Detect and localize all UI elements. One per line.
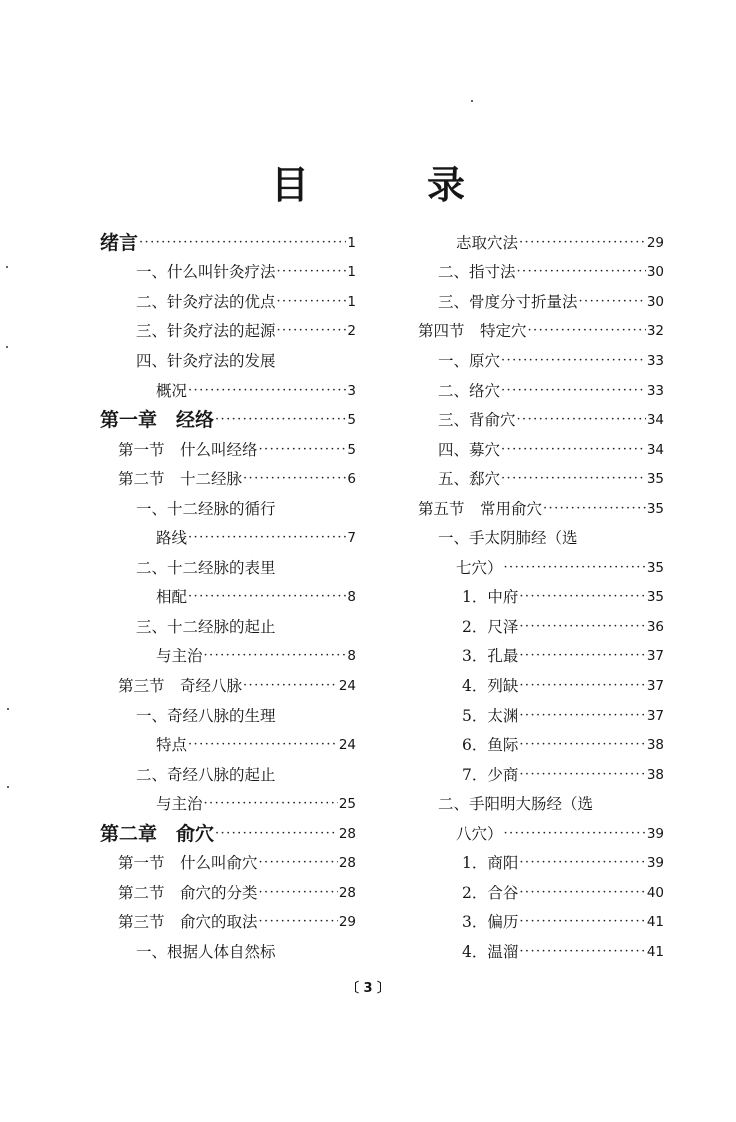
toc-entry[interactable] — [100, 937, 356, 967]
toc-entry-page: 32 — [646, 323, 664, 340]
toc-entry-title: 路线 — [156, 529, 188, 548]
toc-entry-page: 25 — [338, 796, 356, 813]
toc-entry-title: 4．列缺 — [462, 676, 519, 695]
scan-speck — [471, 100, 473, 102]
toc-entry[interactable] — [100, 494, 356, 524]
dot-leader — [519, 646, 645, 666]
toc-entry[interactable] — [418, 908, 664, 938]
toc-entry-page: 36 — [646, 618, 664, 635]
toc-entry[interactable] — [100, 612, 356, 642]
dot-leader — [215, 824, 338, 844]
toc-entry-page: 37 — [646, 648, 664, 665]
toc-entry-title: 四、针灸疗法的发展 — [136, 351, 276, 370]
toc-entry[interactable] — [100, 376, 356, 406]
toc-entry-page: 41 — [646, 943, 664, 960]
toc-entry[interactable] — [418, 258, 664, 288]
toc-entry[interactable] — [418, 583, 664, 613]
toc-entry-title: 相配 — [156, 588, 188, 607]
toc-entry-title: 1．商阳 — [462, 854, 519, 873]
dot-leader — [188, 528, 346, 548]
toc-entry-page: 30 — [646, 264, 664, 281]
dot-leader — [139, 233, 346, 253]
toc-entry-title: 四、募穴 — [438, 440, 501, 459]
toc-entry-page: 24 — [338, 677, 356, 694]
dot-leader — [204, 794, 338, 814]
toc-entry-title: 二、手阳明大肠经（选 — [438, 795, 594, 814]
dot-leader — [501, 351, 646, 371]
toc-entry-page: 8 — [347, 589, 356, 606]
toc-entry-page: 35 — [646, 589, 664, 606]
toc-entry-title: 五、郄穴 — [438, 470, 501, 489]
toc-entry-page: 33 — [646, 382, 664, 399]
dot-leader — [188, 587, 346, 607]
toc-entry-title: 1．中府 — [462, 588, 519, 607]
dot-leader — [243, 676, 338, 696]
toc-entry-title: 八穴） — [456, 824, 503, 843]
dot-leader — [519, 942, 645, 962]
toc-entry-title: 7．少商 — [462, 765, 519, 784]
toc-entry-title: 第一节 什么叫俞穴 — [118, 854, 258, 873]
toc-entry[interactable] — [418, 228, 664, 258]
dot-leader — [519, 853, 645, 873]
toc-entry[interactable] — [418, 553, 664, 583]
toc-entry[interactable] — [418, 937, 664, 967]
toc-entry-title: 第一节 什么叫经络 — [118, 440, 258, 459]
dot-leader — [188, 735, 338, 755]
toc-entry-title: 第三节 俞穴的取法 — [118, 913, 258, 932]
toc-entry-title: 一、根据人体自然标 — [136, 942, 276, 961]
toc-entry[interactable] — [100, 317, 356, 347]
toc-entry[interactable] — [100, 908, 356, 938]
dot-leader — [519, 883, 645, 903]
toc-entry-page: 5 — [347, 441, 356, 458]
toc-entry[interactable] — [100, 435, 356, 465]
dot-leader — [243, 469, 346, 489]
toc-entry-title: 第二节 俞穴的分类 — [118, 883, 258, 902]
toc-entry[interactable] — [100, 228, 356, 258]
dot-leader — [519, 735, 645, 755]
toc-entry-page: 37 — [646, 707, 664, 724]
toc-entry[interactable] — [100, 701, 356, 731]
scan-speck — [6, 266, 8, 268]
toc-entry-title: 三、背俞穴 — [438, 411, 516, 430]
dot-leader — [519, 706, 645, 726]
page-number: 〔 3 〕 — [345, 981, 391, 996]
toc-entry[interactable] — [418, 287, 664, 317]
toc-entry-page: 35 — [646, 559, 664, 576]
toc-entry-page: 41 — [646, 914, 664, 931]
toc-entry-page: 1 — [347, 264, 356, 281]
toc-entry-title: 概况 — [156, 381, 188, 400]
toc-entry[interactable] — [418, 848, 664, 878]
page-title: 目 录 — [270, 162, 505, 207]
toc-entry-page: 2 — [347, 323, 356, 340]
toc-entry[interactable] — [100, 878, 356, 908]
toc-entry-page: 8 — [347, 648, 356, 665]
toc-entry[interactable] — [418, 789, 664, 819]
toc-entry[interactable] — [100, 464, 356, 494]
dot-leader — [501, 469, 646, 489]
toc-entry-page: 35 — [646, 500, 664, 517]
toc-entry-page: 28 — [338, 825, 356, 842]
scan-speck — [7, 786, 9, 788]
toc-entry[interactable] — [418, 464, 664, 494]
toc-entry[interactable] — [418, 819, 664, 849]
dot-leader — [504, 824, 646, 844]
toc-entry-title: 与主治 — [156, 795, 203, 814]
toc-entry-page: 6 — [347, 471, 356, 488]
toc-entry-title: 志取穴法 — [456, 233, 519, 252]
toc-entry[interactable] — [100, 819, 356, 849]
dot-leader — [277, 321, 347, 341]
toc-entry-page: 40 — [646, 884, 664, 901]
toc-entry-title: 三、针灸疗法的起源 — [136, 322, 276, 341]
dot-leader — [517, 410, 646, 430]
dot-leader — [259, 440, 347, 460]
dot-leader — [519, 233, 646, 253]
toc-entry[interactable] — [418, 376, 664, 406]
toc-entry-title: 第四节 特定穴 — [418, 322, 527, 341]
toc-entry[interactable] — [100, 346, 356, 376]
toc-entry-page: 34 — [646, 412, 664, 429]
toc-entry-title: 一、什么叫针灸疗法 — [136, 263, 276, 282]
dot-leader — [204, 646, 347, 666]
toc-entry-title: 七穴） — [456, 558, 503, 577]
dot-leader — [519, 587, 645, 607]
toc-entry-title: 2．合谷 — [462, 883, 519, 902]
toc-entry-title: 3．偏历 — [462, 913, 519, 932]
toc-entry-title: 二、十二经脉的表里 — [136, 558, 276, 577]
dot-leader — [517, 262, 646, 282]
dot-leader — [215, 410, 346, 430]
toc-entry-title: 二、指寸法 — [438, 263, 516, 282]
toc-entry-title: 二、奇经八脉的起止 — [136, 765, 276, 784]
toc-entry[interactable] — [418, 523, 664, 553]
toc-entry-title: 绪言 — [100, 231, 139, 254]
toc-entry[interactable] — [100, 523, 356, 553]
toc-entry[interactable] — [418, 612, 664, 642]
toc-entry-title: 5．太渊 — [462, 706, 519, 725]
toc-entry-page: 30 — [646, 293, 664, 310]
toc-entry-page: 5 — [347, 412, 356, 429]
toc-entry[interactable] — [418, 878, 664, 908]
toc-entry[interactable] — [100, 405, 356, 435]
toc-entry-title: 第五节 常用俞穴 — [418, 499, 543, 518]
scan-speck — [7, 708, 9, 710]
toc-entry-title: 3．孔最 — [462, 647, 519, 666]
toc-entry[interactable] — [100, 760, 356, 790]
toc-entry-page: 29 — [338, 914, 356, 931]
toc-entry-title: 一、奇经八脉的生理 — [136, 706, 276, 725]
toc-entry-title: 第三节 奇经八脉 — [118, 676, 243, 695]
toc-entry-title: 一、十二经脉的循行 — [136, 499, 276, 518]
toc-entry-title: 第二节 十二经脉 — [118, 470, 243, 489]
toc-entry[interactable] — [100, 287, 356, 317]
toc-entry[interactable] — [418, 671, 664, 701]
toc-entry[interactable] — [418, 494, 664, 524]
dot-leader — [277, 262, 347, 282]
toc-entry[interactable] — [100, 848, 356, 878]
toc-entry-title: 第二章 俞穴 — [100, 822, 215, 845]
dot-leader — [579, 292, 646, 312]
toc-entry-page: 3 — [347, 382, 356, 399]
dot-leader — [519, 676, 645, 696]
toc-entry-page: 38 — [646, 766, 664, 783]
toc-entry-title: 特点 — [156, 736, 188, 755]
toc-entry-title: 4．温溜 — [462, 942, 519, 961]
toc-entry-page: 34 — [646, 441, 664, 458]
dot-leader — [519, 617, 645, 637]
toc-entry-page: 39 — [646, 825, 664, 842]
toc-entry[interactable] — [100, 258, 356, 288]
dot-leader — [504, 558, 646, 578]
dot-leader — [188, 381, 346, 401]
dot-leader — [259, 853, 338, 873]
dot-leader — [543, 499, 646, 519]
toc-entry-title: 第一章 经络 — [100, 409, 215, 432]
toc-entry-page: 1 — [347, 293, 356, 310]
toc-entry-page: 1 — [347, 234, 356, 251]
dot-leader — [277, 292, 347, 312]
toc-entry[interactable] — [100, 642, 356, 672]
toc-entry[interactable] — [418, 317, 664, 347]
toc-entry-title: 6．鱼际 — [462, 736, 519, 755]
dot-leader — [259, 883, 338, 903]
toc-column-left — [100, 228, 356, 967]
toc-entry-title: 与主治 — [156, 647, 203, 666]
toc-entry-page: 37 — [646, 677, 664, 694]
toc-entry-page: 28 — [338, 884, 356, 901]
toc-entry-title: 一、手太阴肺经（选 — [438, 529, 578, 548]
toc-entry-page: 7 — [347, 530, 356, 547]
toc-entry-title: 三、十二经脉的起止 — [136, 617, 276, 636]
toc-entry-page: 38 — [646, 737, 664, 754]
scan-speck — [6, 346, 8, 348]
dot-leader — [519, 765, 645, 785]
toc-entry-page: 28 — [338, 855, 356, 872]
dot-leader — [501, 440, 646, 460]
toc-entry-title: 二、针灸疗法的优点 — [136, 292, 276, 311]
toc-entry-page: 33 — [646, 352, 664, 369]
toc-entry-title: 一、原穴 — [438, 351, 501, 370]
toc-entry-title: 二、络穴 — [438, 381, 501, 400]
toc-entry-title: 三、骨度分寸折量法 — [438, 292, 578, 311]
dot-leader — [501, 381, 646, 401]
toc-entry[interactable] — [418, 642, 664, 672]
toc-entry-page: 39 — [646, 855, 664, 872]
toc-entry-title: 2．尺泽 — [462, 617, 519, 636]
toc-entry[interactable] — [418, 435, 664, 465]
toc-entry[interactable] — [418, 701, 664, 731]
toc-entry[interactable] — [418, 730, 664, 760]
toc-entry[interactable] — [100, 789, 356, 819]
dot-leader — [528, 321, 646, 341]
toc-entry-page: 29 — [646, 234, 664, 251]
toc-entry-page: 35 — [646, 471, 664, 488]
toc-entry[interactable] — [100, 671, 356, 701]
toc-entry[interactable] — [418, 405, 664, 435]
toc-entry[interactable] — [418, 346, 664, 376]
dot-leader — [259, 912, 338, 932]
toc-column-right — [418, 228, 664, 967]
toc-entry[interactable] — [100, 730, 356, 760]
toc-entry-page: 24 — [338, 737, 356, 754]
toc-entry[interactable] — [100, 583, 356, 613]
toc-entry[interactable] — [100, 553, 356, 583]
dot-leader — [519, 912, 645, 932]
toc-entry[interactable] — [418, 760, 664, 790]
